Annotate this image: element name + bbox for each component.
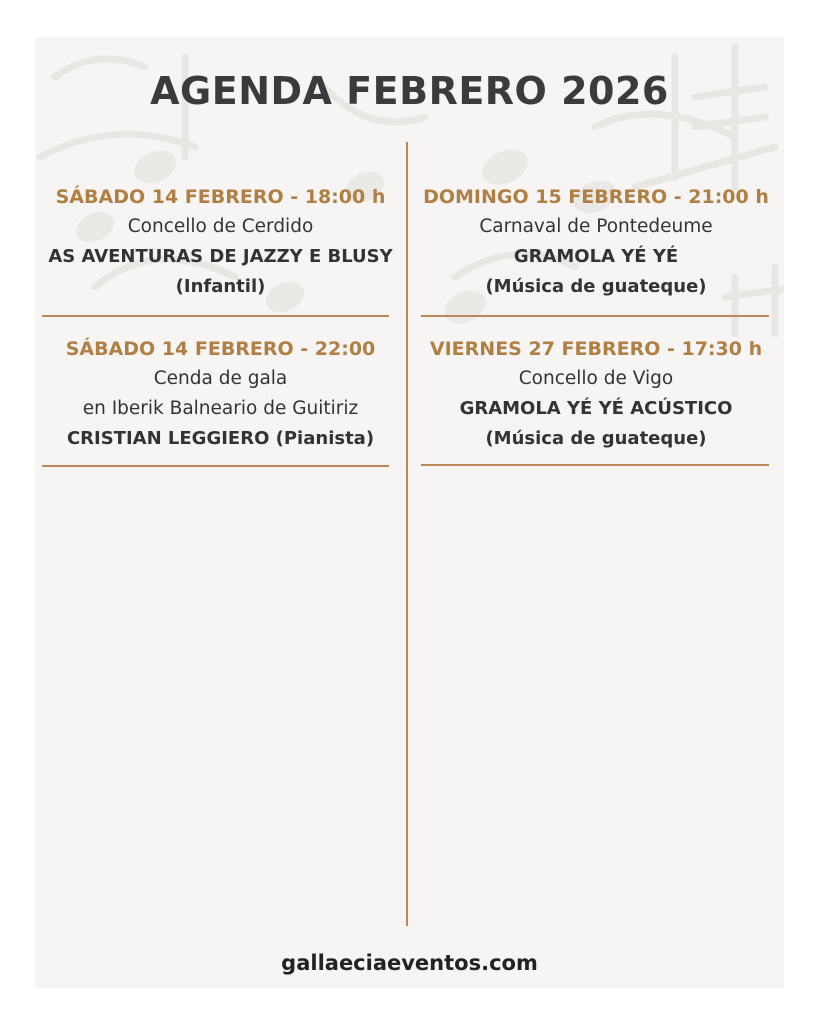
event-detail: (Música de guateque)	[485, 428, 707, 449]
poster	[35, 37, 784, 988]
event-venue: Concello de Vigo	[518, 368, 674, 389]
event-name: GRAMOLA YÉ YÉ ACÚSTICO	[459, 398, 733, 419]
event-card	[35, 334, 406, 454]
event-separator	[421, 315, 769, 317]
event-date: SÁBADO 14 FEBRERO - 22:00	[65, 338, 376, 360]
event-venue: Cenda de gala	[153, 368, 288, 389]
event-date: DOMINGO 15 FEBRERO - 21:00 h	[423, 186, 769, 208]
event-card	[408, 334, 784, 454]
event-name: AS AVENTURAS DE JAZZY E BLUSY	[48, 246, 393, 267]
event-separator	[421, 464, 769, 466]
event-card	[408, 182, 784, 302]
event-name: GRAMOLA YÉ YÉ	[513, 246, 679, 267]
event-name: CRISTIAN LEGGIERO (Pianista)	[66, 428, 375, 449]
event-venue: Carnaval de Pontedeume	[479, 216, 713, 237]
event-detail: (Infantil)	[175, 276, 266, 297]
event-venue: Concello de Cerdido	[127, 216, 314, 237]
poster-title: AGENDA FEBRERO 2026	[150, 69, 669, 113]
website-link[interactable]: gallaeciaeventos.com	[281, 951, 538, 975]
event-separator	[42, 465, 389, 467]
event-date: VIERNES 27 FEBRERO - 17:30 h	[429, 338, 763, 360]
event-detail: (Música de guateque)	[485, 276, 707, 297]
event-venue-detail: en Iberik Balneario de Guitiriz	[82, 398, 359, 419]
event-date: SÁBADO 14 FEBRERO - 18:00 h	[55, 186, 386, 208]
event-card	[35, 182, 406, 302]
event-separator	[42, 315, 389, 317]
